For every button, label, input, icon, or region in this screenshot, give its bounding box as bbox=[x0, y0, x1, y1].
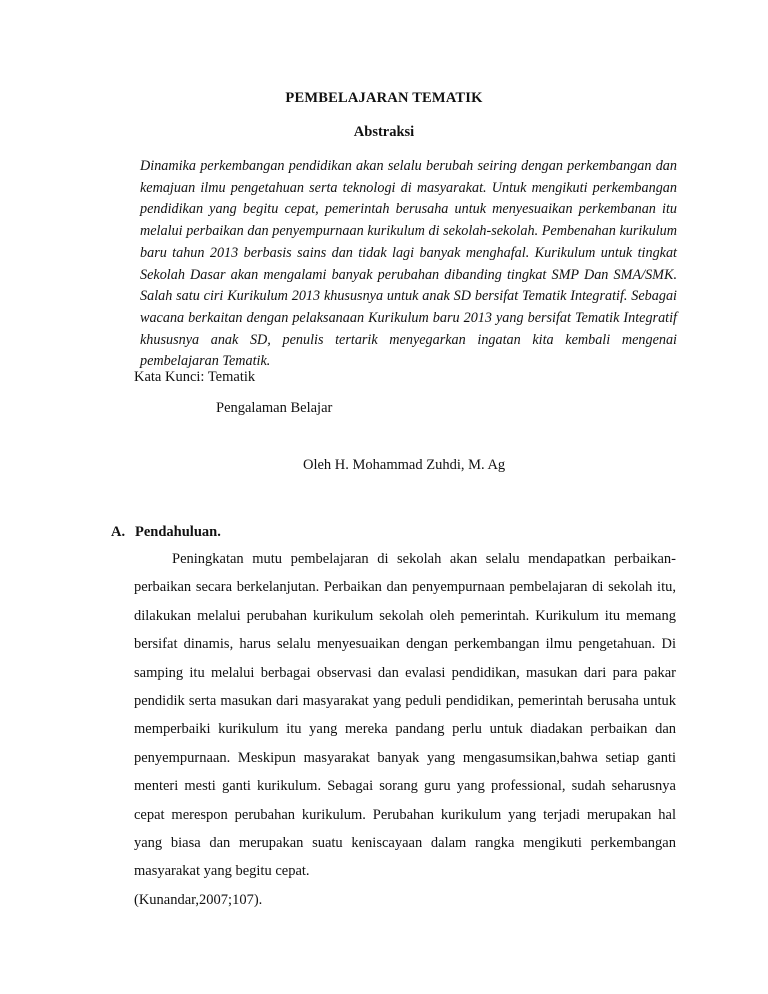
abstract-text: Dinamika perkembangan pendidikan akan selalu berubah seiring dengan perkembangan dan kemajuan ilmu pengetahuan serta teknologi di masyarakat. Untuk mengikuti perkembangan pendidikan yang begitu cepat, pemerintah berusaha untuk menyesuaikan perkembanan itu melalui perbaikan dan penyempurnaan kurikulum di sekolah-sekolah. Pembenahan kurikulum baru tahun 2013 berbasis sains dan tidak lagi banyak menghafal. Kurikulum untuk tingkat Sekolah Dasar akan mengalami banyak perubahan dibanding tingkat SMP Dan SMA/SMK. Salah satu ciri Kurikulum 2013 khususnya untuk anak SD bersifat Tematik Integratif. Sebagai wacana berkaitan dengan pelaksanaan Kurikulum baru 2013 yang bersifat Tematik Integratif khususnya anak SD, penulis tertarik menyegarkan ingatan kita kembali mengenai pembelajaran Tematik. bbox=[140, 158, 677, 370]
section-body bbox=[134, 545, 676, 914]
section-heading bbox=[111, 524, 221, 541]
author-line: Oleh H. Mohammad Zuhdi, M. Ag bbox=[303, 457, 506, 473]
keywords-label: Kata Kunci: Tematik bbox=[134, 369, 256, 385]
document-title-text: PEMBELAJARAN TEMATIK bbox=[285, 90, 483, 106]
section-title: Pendahuluan. bbox=[135, 524, 221, 540]
citation: (Kunandar,2007;107). bbox=[134, 891, 263, 908]
abstract-block bbox=[140, 156, 677, 373]
abstract-heading: Abstraksi bbox=[353, 124, 415, 140]
document-title bbox=[0, 90, 768, 107]
keyword-secondary: Pengalaman Belajar bbox=[216, 400, 333, 416]
body-paragraph: Peningkatan mutu pembelajaran di sekolah akan selalu mendapatkan perbaikan-perbaikan secara berkelanjutan. Perbaikan dan penyempurnaan pembelajaran di sekolah itu, dilakukan melalui perubahan kurikulum sekolah oleh pemerintah. Kurikulum itu memang bersifat dinamis, harus selalu menyesuaikan dengan perkembangan ilmu pengetahuan. Di samping itu melalui berbagai observasi dan evalasi pendidikan, masukan dari para pakar pendidik serta masukan dari masyarakat yang peduli pendidikan, pemerintah berusaha untuk memperbaiki kurikulum itu yang mereka pandang perlu untuk diadakan perbaikan dan penyempurnaan. Meskipun masyarakat banyak yang mengasumsikan,bahwa setiap ganti menteri mesti ganti kurikulum. Sebagai sorang guru yang professional, sudah seharusnya cepat merespon perubahan kurikulum. Perubahan kurikulum yang terjadi merupakan hal yang biasa dan merupakan suatu keniscayaan dalam rangka mengikuti perkembangan masyarakat yang begitu cepat. bbox=[134, 551, 676, 880]
section-number: A. bbox=[111, 524, 126, 540]
